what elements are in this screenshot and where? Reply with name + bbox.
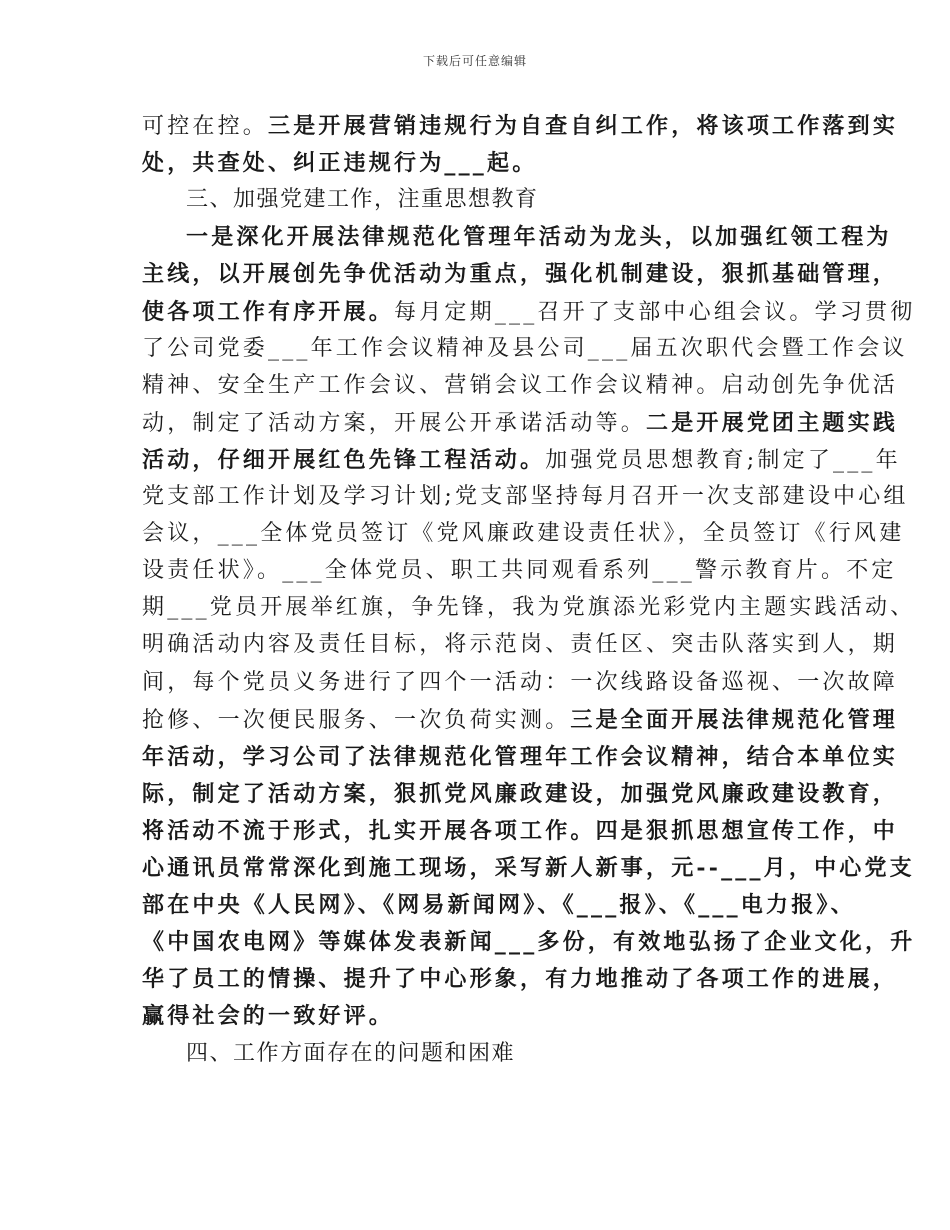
text-line <box>142 294 915 330</box>
bold-text-segment: 处，共查处、纠正违规行为___起。 <box>142 150 538 177</box>
bold-text-segment: 主线，以开展创先争优活动为重点，强化机制建设，狠抓基础管理， <box>142 261 899 288</box>
text-line <box>142 145 537 181</box>
text-segment: 精神、安全生产工作会议、营销会议工作会议精神。启动创先争优活 <box>142 372 899 398</box>
text-line <box>142 331 908 367</box>
bold-text-segment: 赢得社会的一致好评。 <box>142 1003 395 1030</box>
text-line <box>142 813 898 849</box>
text-segment: 间，每个党员义务进行了四个一活动：一次线路设备巡视、一次故障 <box>142 669 899 695</box>
bold-text-segment: 际，制定了活动方案，狠抓党风廉政建设，加强党风廉政建设教育， <box>142 780 899 807</box>
bold-text-segment: 《中国农电网》等媒体发表新闻___多份，有效地弘扬了企业文化，升 <box>142 929 916 956</box>
bold-text-segment: 部在中央《人民网》、《网易新闻网》、《___报》、《___电力报》、 <box>142 892 856 919</box>
section-heading <box>186 182 539 218</box>
bold-text-segment: 三是开展营销违规行为自查自纠工作，将该项工作落到实 <box>268 113 899 139</box>
bold-text-segment: 三是全面开展法律规范化管理 <box>570 706 899 733</box>
text-line <box>142 590 915 626</box>
section-heading <box>186 1036 515 1072</box>
text-line <box>142 776 898 812</box>
text-line <box>142 553 897 589</box>
text-segment: 党支部工作计划及学习计划;党支部坚持每月召开一次支部建设中心组 <box>142 484 909 509</box>
text-line <box>142 479 909 515</box>
text-line <box>142 665 898 701</box>
text-line <box>142 850 915 886</box>
text-segment: 三、加强党建工作，注重思想教育 <box>186 187 539 213</box>
text-segment: 抢修、一次便民服务、一次负荷实测。 <box>142 707 571 733</box>
bold-text-segment: 年活动，学习公司了法律规范化管理年工作会议精神，结合本单位实 <box>142 743 899 770</box>
bold-text-segment: 华了员工的情操、提升了中心形象，有力地推动了各项工作的进展， <box>142 966 899 993</box>
text-segment: 每月定期___召开了支部中心组会议。学习贯彻 <box>394 299 916 325</box>
text-line <box>142 108 898 144</box>
bold-text-segment: 使各项工作有序开展。 <box>142 298 395 325</box>
text-line <box>142 998 394 1034</box>
text-segment: 会议，___全体党员签订《党风廉政建设责任状》，全员签订《行风建 <box>142 521 905 547</box>
text-line <box>142 442 901 478</box>
text-line <box>142 887 856 923</box>
text-line <box>142 368 898 404</box>
text-segment: 了公司党委___年工作会议精神及县公司___届五次职代会暨工作会议 <box>142 335 908 361</box>
text-line <box>186 219 892 255</box>
text-line <box>142 924 915 960</box>
text-segment: 可控在控。 <box>142 114 269 139</box>
bold-text-segment: 将活动不流于形式，扎实开展各项工作。四是狠抓思想宣传工作，中 <box>142 817 899 844</box>
text-line <box>142 961 898 997</box>
text-segment: 设责任状》。___全体党员、职工共同观看系列___警示教育片。不定 <box>142 558 897 584</box>
bold-text-segment: 活动，仔细开展红色先锋工程活动。 <box>142 446 546 473</box>
text-line <box>142 256 898 292</box>
text-segment: 四、工作方面存在的问题和困难 <box>186 1040 516 1066</box>
text-line <box>142 405 898 441</box>
text-line <box>142 739 898 775</box>
text-segment: 明确活动内容及责任目标，将示范岗、责任区、突击队落实到人，期 <box>142 632 899 658</box>
text-line <box>142 516 904 552</box>
text-segment: 动，制定了活动方案，开展公开承诺活动等。 <box>142 410 647 436</box>
page-header: 下载后可任意编辑 <box>422 54 527 68</box>
text-line <box>142 702 898 738</box>
text-line <box>142 627 898 663</box>
bold-text-segment: 心通讯员常常深化到施工现场，采写新人新事，元--___月，中心党支 <box>142 855 915 881</box>
text-segment: 加强党员思想教育;制定了___年 <box>545 447 901 473</box>
bold-text-segment: 二是开展党团主题实践 <box>646 409 899 436</box>
bold-text-segment: 一是深化开展法律规范化管理年活动为龙头，以加强红领工程为 <box>186 224 892 251</box>
text-segment: 期___党员开展举红旗，争先锋，我为党旗添光彩党内主题实践活动、 <box>142 595 916 621</box>
